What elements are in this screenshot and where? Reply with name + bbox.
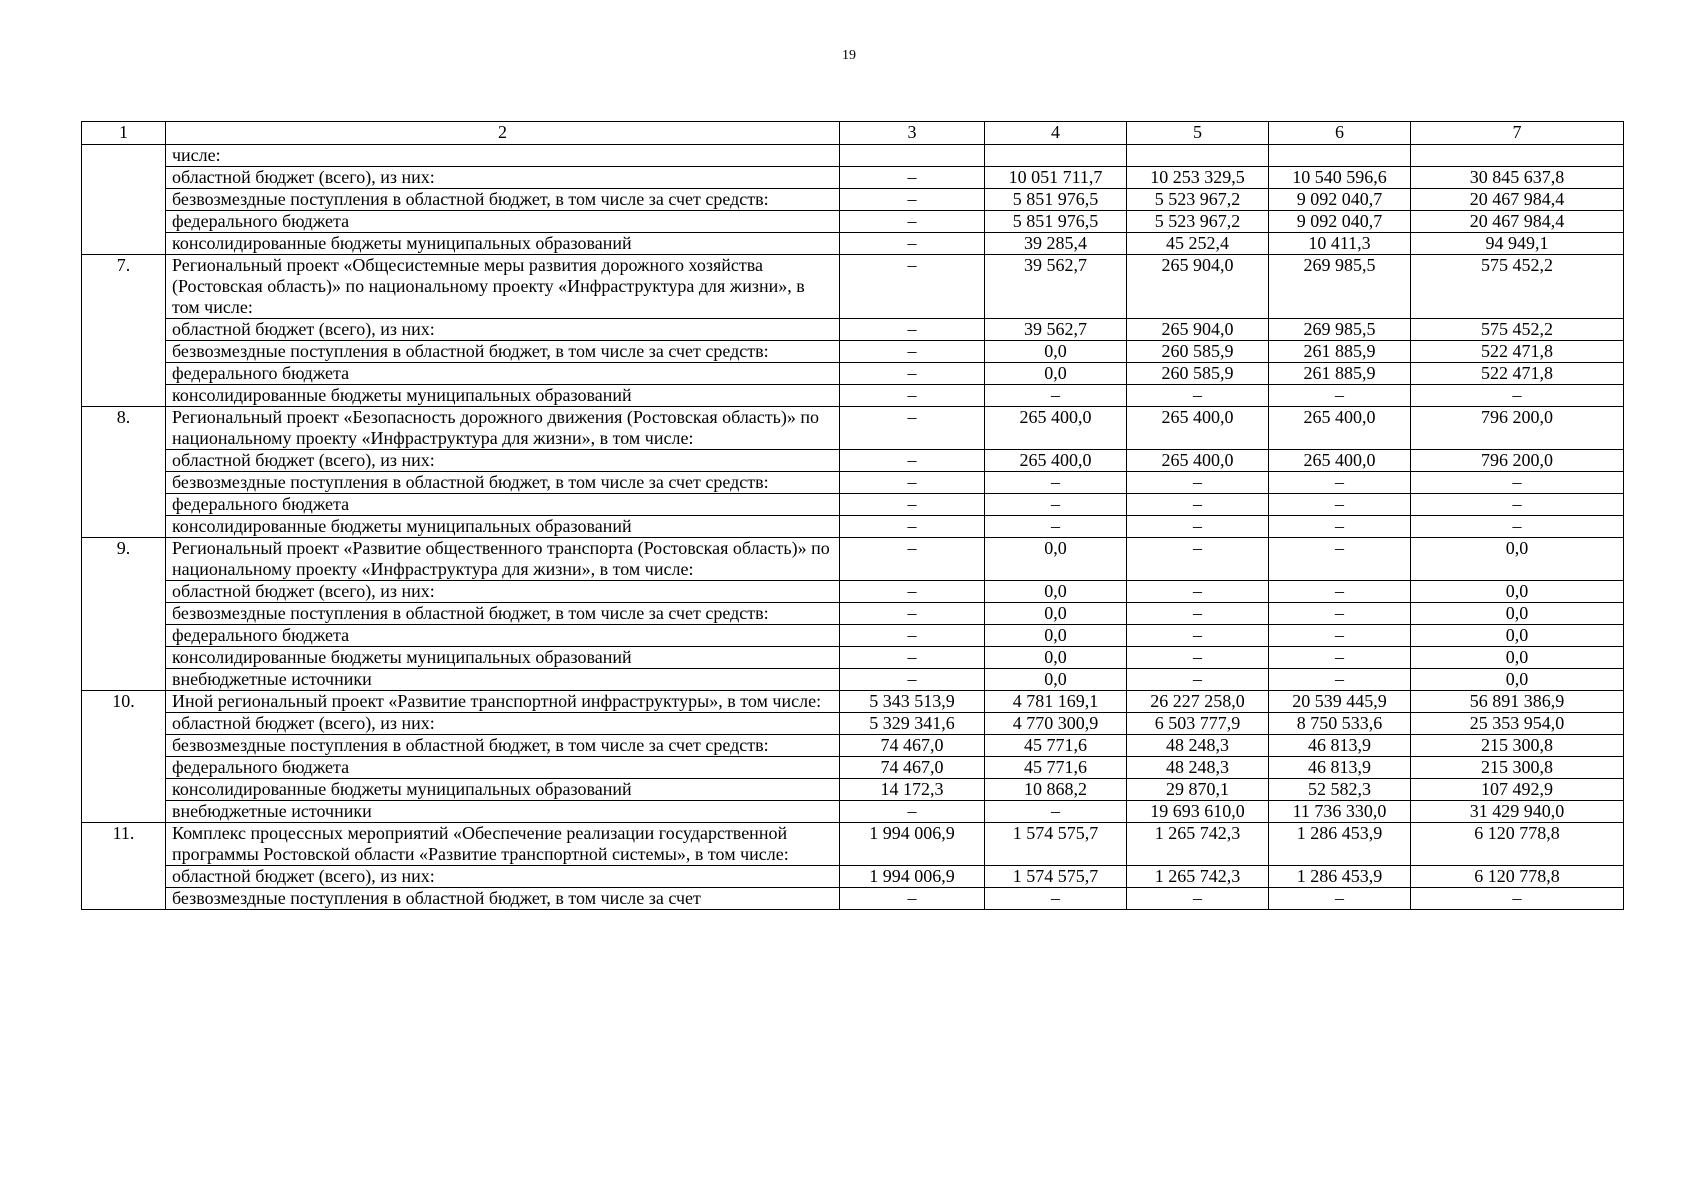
header-cell-7: 7 [1411, 122, 1624, 145]
value-cell-col-4: 39 562,7 [985, 255, 1127, 319]
value-cell-col-5: 5 523 967,2 [1127, 211, 1269, 233]
budget-table [81, 121, 1624, 910]
row-number-cell: 8. [82, 407, 166, 538]
description-cell: безвозмездные поступления в областной бюджет, в том числе за счет средств: [166, 341, 840, 363]
value-cell-col-4: 39 562,7 [985, 319, 1127, 341]
value-cell-col-7: – [1411, 472, 1624, 494]
value-cell-col-6: 11 736 330,0 [1269, 801, 1411, 823]
value-cell-col-3: 74 467,0 [840, 757, 985, 779]
value-cell-col-3: – [840, 494, 985, 516]
value-cell-col-4: 45 771,6 [985, 735, 1127, 757]
value-cell-col-6: 1 286 453,9 [1269, 823, 1411, 866]
table-row [82, 189, 1624, 211]
table-row [82, 255, 1624, 319]
value-cell-col-3: – [840, 581, 985, 603]
value-cell-col-3: – [840, 407, 985, 450]
table-row [82, 385, 1624, 407]
value-cell-col-7: 796 200,0 [1411, 407, 1624, 450]
value-cell-col-3: – [840, 801, 985, 823]
value-cell-col-5: – [1127, 647, 1269, 669]
value-cell-col-6: – [1269, 581, 1411, 603]
value-cell-col-5: – [1127, 494, 1269, 516]
value-cell-col-6: 10 411,3 [1269, 233, 1411, 255]
table-row [82, 407, 1624, 450]
table-row [82, 581, 1624, 603]
description-cell: консолидированные бюджеты муниципальных образований [166, 647, 840, 669]
value-cell-col-6: – [1269, 516, 1411, 538]
table-row [82, 757, 1624, 779]
value-cell-col-4: 0,0 [985, 538, 1127, 581]
value-cell-col-5: – [1127, 472, 1269, 494]
description-cell: безвозмездные поступления в областной бюджет, в том числе за счет средств: [166, 735, 840, 757]
value-cell-col-3: – [840, 167, 985, 189]
value-cell-col-4: 39 285,4 [985, 233, 1127, 255]
value-cell-col-3: 74 467,0 [840, 735, 985, 757]
value-cell-col-4: – [985, 888, 1127, 910]
value-cell-col-6: 52 582,3 [1269, 779, 1411, 801]
header-row [82, 122, 1624, 145]
value-cell-col-3: – [840, 233, 985, 255]
description-cell: безвозмездные поступления в областной бюджет, в том числе за счет [166, 888, 840, 910]
value-cell-col-7: – [1411, 516, 1624, 538]
value-cell-col-7: 6 120 778,8 [1411, 866, 1624, 888]
description-cell: областной бюджет (всего), из них: [166, 167, 840, 189]
value-cell-col-5: 260 585,9 [1127, 363, 1269, 385]
header-cell-4: 4 [985, 122, 1127, 145]
value-cell-col-5: 48 248,3 [1127, 757, 1269, 779]
description-cell: консолидированные бюджеты муниципальных образований [166, 385, 840, 407]
value-cell-col-4: 0,0 [985, 625, 1127, 647]
value-cell-col-4: 5 851 976,5 [985, 211, 1127, 233]
description-cell: внебюджетные источники [166, 669, 840, 691]
description-cell: федерального бюджета [166, 211, 840, 233]
header-cell-3: 3 [840, 122, 985, 145]
description-cell: числе: [166, 145, 840, 167]
value-cell-col-5: – [1127, 669, 1269, 691]
description-cell: областной бюджет (всего), из них: [166, 713, 840, 735]
value-cell-col-7: 575 452,2 [1411, 319, 1624, 341]
value-cell-col-6: 9 092 040,7 [1269, 189, 1411, 211]
value-cell-col-3: – [840, 450, 985, 472]
table-row [82, 647, 1624, 669]
value-cell-col-5: 265 400,0 [1127, 450, 1269, 472]
description-cell: областной бюджет (всего), из них: [166, 581, 840, 603]
value-cell-col-3: – [840, 603, 985, 625]
value-cell-col-4: 0,0 [985, 603, 1127, 625]
value-cell-col-3: – [840, 189, 985, 211]
table-row [82, 625, 1624, 647]
value-cell-col-5: – [1127, 625, 1269, 647]
header-cell-1: 1 [82, 122, 166, 145]
table-row [82, 472, 1624, 494]
value-cell-col-3: 14 172,3 [840, 779, 985, 801]
value-cell-col-7: 20 467 984,4 [1411, 189, 1624, 211]
value-cell-col-3: – [840, 385, 985, 407]
header-cell-5: 5 [1127, 122, 1269, 145]
value-cell-col-6: – [1269, 603, 1411, 625]
value-cell-col-7: 522 471,8 [1411, 341, 1624, 363]
row-number-cell: 7. [82, 255, 166, 407]
description-cell: Региональный проект «Безопасность дорожного движения (Ростовская область)» по национальному проекту «Инфраструктура для жизни», в том числе: [166, 407, 840, 450]
value-cell-col-6: – [1269, 669, 1411, 691]
description-cell: Комплекс процессных мероприятий «Обеспечение реализации государственной программы Ростовской области «Развитие транспортной системы», в том числе: [166, 823, 840, 866]
description-cell: областной бюджет (всего), из них: [166, 319, 840, 341]
row-number-cell: 10. [82, 691, 166, 823]
value-cell-col-7: 522 471,8 [1411, 363, 1624, 385]
value-cell-col-3: – [840, 341, 985, 363]
table-row [82, 341, 1624, 363]
value-cell-col-7: 0,0 [1411, 538, 1624, 581]
value-cell-col-3: – [840, 516, 985, 538]
value-cell-col-7: 107 492,9 [1411, 779, 1624, 801]
description-cell: безвозмездные поступления в областной бюджет, в том числе за счет средств: [166, 472, 840, 494]
value-cell-col-7: 31 429 940,0 [1411, 801, 1624, 823]
value-cell-col-5: – [1127, 385, 1269, 407]
table-header [82, 122, 1624, 145]
value-cell-col-6: 1 286 453,9 [1269, 866, 1411, 888]
value-cell-col-4: 4 781 169,1 [985, 691, 1127, 713]
value-cell-col-7: 94 949,1 [1411, 233, 1624, 255]
value-cell-col-3: – [840, 647, 985, 669]
value-cell-col-5: 260 585,9 [1127, 341, 1269, 363]
value-cell-col-5: 265 400,0 [1127, 407, 1269, 450]
table-row [82, 691, 1624, 713]
value-cell-col-4: – [985, 494, 1127, 516]
value-cell-col-4: 1 574 575,7 [985, 823, 1127, 866]
value-cell-col-3: – [840, 625, 985, 647]
value-cell-col-7: 25 353 954,0 [1411, 713, 1624, 735]
table-row [82, 167, 1624, 189]
value-cell-col-4: 265 400,0 [985, 407, 1127, 450]
table-row [82, 211, 1624, 233]
table-row [82, 233, 1624, 255]
value-cell-col-7: 575 452,2 [1411, 255, 1624, 319]
value-cell-col-3: – [840, 319, 985, 341]
value-cell-col-5: 19 693 610,0 [1127, 801, 1269, 823]
value-cell-col-7: 796 200,0 [1411, 450, 1624, 472]
table-row [82, 779, 1624, 801]
value-cell-col-3: – [840, 255, 985, 319]
value-cell-col-5: 265 904,0 [1127, 319, 1269, 341]
value-cell-col-4: 10 051 711,7 [985, 167, 1127, 189]
value-cell-col-4: – [985, 801, 1127, 823]
value-cell-col-4: – [985, 516, 1127, 538]
value-cell-col-3 [840, 145, 985, 167]
description-cell: федерального бюджета [166, 625, 840, 647]
value-cell-col-6: 10 540 596,6 [1269, 167, 1411, 189]
value-cell-col-3: 1 994 006,9 [840, 823, 985, 866]
value-cell-col-7: 0,0 [1411, 647, 1624, 669]
value-cell-col-4: – [985, 472, 1127, 494]
value-cell-col-4: 45 771,6 [985, 757, 1127, 779]
table-row [82, 735, 1624, 757]
value-cell-col-6: 46 813,9 [1269, 757, 1411, 779]
value-cell-col-4: 0,0 [985, 363, 1127, 385]
value-cell-col-7: 215 300,8 [1411, 757, 1624, 779]
value-cell-col-6: 261 885,9 [1269, 363, 1411, 385]
value-cell-col-3: 5 343 513,9 [840, 691, 985, 713]
description-cell: консолидированные бюджеты муниципальных образований [166, 233, 840, 255]
description-cell: Региональный проект «Общесистемные меры развития дорожного хозяйства (Ростовская область)» по национальному проекту «Инфраструктура для жизни», в том числе: [166, 255, 840, 319]
table-row [82, 669, 1624, 691]
description-cell: федерального бюджета [166, 757, 840, 779]
value-cell-col-4: 4 770 300,9 [985, 713, 1127, 735]
description-cell: федерального бюджета [166, 363, 840, 385]
value-cell-col-7: 0,0 [1411, 581, 1624, 603]
value-cell-col-7 [1411, 145, 1624, 167]
value-cell-col-7: – [1411, 385, 1624, 407]
value-cell-col-6: 261 885,9 [1269, 341, 1411, 363]
value-cell-col-6: – [1269, 494, 1411, 516]
description-cell: безвозмездные поступления в областной бюджет, в том числе за счет средств: [166, 189, 840, 211]
value-cell-col-7: 30 845 637,8 [1411, 167, 1624, 189]
table-row [82, 603, 1624, 625]
value-cell-col-3: – [840, 538, 985, 581]
table-row [82, 866, 1624, 888]
description-cell: Региональный проект «Развитие общественного транспорта (Ростовская область)» по национальному проекту «Инфраструктура для жизни», в том числе: [166, 538, 840, 581]
value-cell-col-5: 45 252,4 [1127, 233, 1269, 255]
value-cell-col-4: – [985, 385, 1127, 407]
value-cell-col-3: 1 994 006,9 [840, 866, 985, 888]
value-cell-col-4: 0,0 [985, 341, 1127, 363]
row-number-cell [82, 145, 166, 255]
value-cell-col-5: – [1127, 603, 1269, 625]
value-cell-col-7: 0,0 [1411, 669, 1624, 691]
value-cell-col-6: 265 400,0 [1269, 450, 1411, 472]
value-cell-col-6: – [1269, 385, 1411, 407]
value-cell-col-5: 265 904,0 [1127, 255, 1269, 319]
table-row [82, 801, 1624, 823]
value-cell-col-4: 0,0 [985, 581, 1127, 603]
value-cell-col-3: 5 329 341,6 [840, 713, 985, 735]
table-row [82, 713, 1624, 735]
value-cell-col-5: – [1127, 888, 1269, 910]
value-cell-col-4: 1 574 575,7 [985, 866, 1127, 888]
value-cell-col-7: 56 891 386,9 [1411, 691, 1624, 713]
value-cell-col-6: 269 985,5 [1269, 255, 1411, 319]
value-cell-col-7: 20 467 984,4 [1411, 211, 1624, 233]
table-row [82, 450, 1624, 472]
description-cell: внебюджетные источники [166, 801, 840, 823]
table-row [82, 888, 1624, 910]
value-cell-col-3: – [840, 472, 985, 494]
description-cell: Иной региональный проект «Развитие транспортной инфраструктуры», в том числе: [166, 691, 840, 713]
row-number-cell: 9. [82, 538, 166, 691]
value-cell-col-3: – [840, 363, 985, 385]
value-cell-col-7: 215 300,8 [1411, 735, 1624, 757]
value-cell-col-6: – [1269, 538, 1411, 581]
value-cell-col-6 [1269, 145, 1411, 167]
value-cell-col-3: – [840, 669, 985, 691]
value-cell-col-5: 1 265 742,3 [1127, 866, 1269, 888]
description-cell: консолидированные бюджеты муниципальных образований [166, 516, 840, 538]
table-body [82, 145, 1624, 910]
value-cell-col-4: 5 851 976,5 [985, 189, 1127, 211]
value-cell-col-5 [1127, 145, 1269, 167]
value-cell-col-5: 10 253 329,5 [1127, 167, 1269, 189]
value-cell-col-6: – [1269, 625, 1411, 647]
value-cell-col-6: 20 539 445,9 [1269, 691, 1411, 713]
value-cell-col-5: 5 523 967,2 [1127, 189, 1269, 211]
value-cell-col-4: 10 868,2 [985, 779, 1127, 801]
value-cell-col-7: 6 120 778,8 [1411, 823, 1624, 866]
value-cell-col-3: – [840, 888, 985, 910]
value-cell-col-7: 0,0 [1411, 603, 1624, 625]
table-row [82, 538, 1624, 581]
value-cell-col-6: – [1269, 888, 1411, 910]
value-cell-col-5: – [1127, 538, 1269, 581]
value-cell-col-4: 0,0 [985, 647, 1127, 669]
value-cell-col-5: 48 248,3 [1127, 735, 1269, 757]
value-cell-col-4 [985, 145, 1127, 167]
value-cell-col-6: – [1269, 472, 1411, 494]
value-cell-col-5: 6 503 777,9 [1127, 713, 1269, 735]
page-number: 19 [842, 48, 856, 63]
value-cell-col-3: – [840, 211, 985, 233]
value-cell-col-6: 46 813,9 [1269, 735, 1411, 757]
value-cell-col-5: 26 227 258,0 [1127, 691, 1269, 713]
table-row [82, 319, 1624, 341]
description-cell: консолидированные бюджеты муниципальных образований [166, 779, 840, 801]
value-cell-col-5: 1 265 742,3 [1127, 823, 1269, 866]
value-cell-col-6: 269 985,5 [1269, 319, 1411, 341]
value-cell-col-5: – [1127, 516, 1269, 538]
table-row [82, 145, 1624, 167]
description-cell: безвозмездные поступления в областной бюджет, в том числе за счет средств: [166, 603, 840, 625]
value-cell-col-4: 265 400,0 [985, 450, 1127, 472]
value-cell-col-6: 9 092 040,7 [1269, 211, 1411, 233]
value-cell-col-7: – [1411, 494, 1624, 516]
value-cell-col-4: 0,0 [985, 669, 1127, 691]
table-row [82, 823, 1624, 866]
header-cell-6: 6 [1269, 122, 1411, 145]
row-number-cell: 11. [82, 823, 166, 910]
description-cell: областной бюджет (всего), из них: [166, 450, 840, 472]
value-cell-col-7: – [1411, 888, 1624, 910]
table-row [82, 494, 1624, 516]
value-cell-col-6: 265 400,0 [1269, 407, 1411, 450]
table-row [82, 363, 1624, 385]
value-cell-col-7: 0,0 [1411, 625, 1624, 647]
header-cell-2: 2 [166, 122, 840, 145]
value-cell-col-6: – [1269, 647, 1411, 669]
table-row [82, 516, 1624, 538]
description-cell: федерального бюджета [166, 494, 840, 516]
value-cell-col-5: – [1127, 581, 1269, 603]
value-cell-col-6: 8 750 533,6 [1269, 713, 1411, 735]
value-cell-col-5: 29 870,1 [1127, 779, 1269, 801]
description-cell: областной бюджет (всего), из них: [166, 866, 840, 888]
